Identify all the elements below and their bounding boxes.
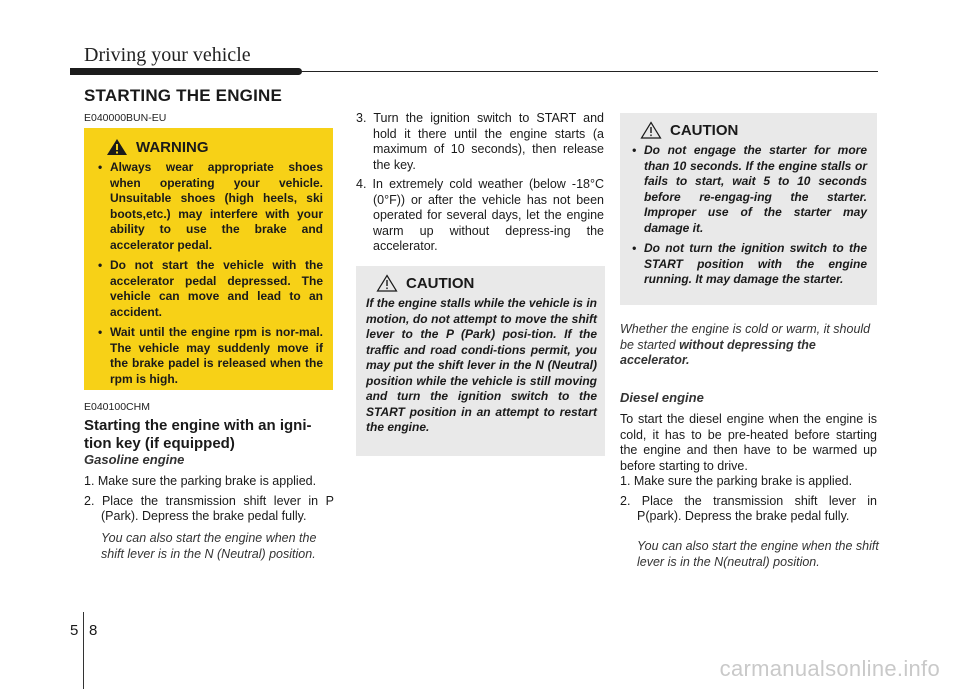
section-code: E040000BUN-EU (84, 112, 167, 124)
watermark: carmanualsonline.info (719, 656, 940, 681)
warning-item: • Always wear appropriate shoes when operating your vehicle. Unsuitable shoes (high heels, ski boots,etc.) may interfere with your ability to use the brake and accelerator pedal. (96, 160, 323, 253)
diesel-heading: Diesel engine (620, 390, 704, 405)
list-item: 2. Place the transmission shift lever in P (Park). Depress the brake pedal fully. (84, 493, 334, 523)
warning-item: • Do not start the vehicle with the accelerator pedal depressed. The vehicle can move and lead to an accident. (96, 258, 323, 320)
list-item: 4. In extremely cold weather (below -18°C (0°F)) or after the vehicle has not been operated for several days, let the engine warm up without depress-ing the accelerator. (356, 177, 604, 253)
caution-triangle-icon (376, 274, 398, 292)
gasoline-note: You can also start the engine when the shift lever is in the N (Neutral) position. (101, 531, 317, 561)
header-rule (300, 71, 878, 72)
subsection-code: E040100CHM (84, 401, 150, 413)
caution-item: • Do not engage the starter for more than 10 seconds. If the engine stalls or fails to start, wait 5 to 10 seconds before re-engag-ing the starter. Improper use of the starter may damage it. (630, 143, 867, 236)
cold-warm-emphasis: without depressing the accelerator. (620, 337, 816, 367)
list-item: 1. Make sure the parking brake is applied. (84, 474, 317, 488)
diesel-paragraph: To start the diesel engine when the engine is cold, it has to be pre-heated before starting the engine and then have to be warmed up before starting to drive. (620, 412, 877, 473)
caution-text: If the engine stalls while the vehicle is in motion, do not attempt to move the shift lever to the P (Park) posi-tion. If the traffic and road condi-tions permit, you may put the shift lever in the N (Neutral) position while the vehicle is still moving and turn the ignition switch to the START position in an attempt to restart the engine. (366, 296, 597, 434)
list-item: 3. Turn the ignition switch to START and hold it there until the engine starts (a maximum of 10 seconds), then release the key. (356, 111, 604, 172)
section-title: STARTING THE ENGINE (84, 86, 283, 105)
caution-title: CAUTION (670, 121, 739, 139)
subsection-title: Starting the engine with an igni-tion key (if equipped) (84, 417, 312, 452)
list-item: 2. Place the transmission shift lever in P(park). Depress the brake pedal fully. (620, 493, 877, 523)
warning-item: • Wait until the engine rpm is nor-mal. The vehicle may suddenly move if the brake padel is released when the rpm is high. (96, 325, 323, 387)
warning-triangle-icon (106, 138, 128, 156)
list-item: 1. Make sure the parking brake is applied. (620, 474, 853, 488)
caution-item: • Do not turn the ignition switch to the START position with the engine running. It may damage the starter. (630, 241, 867, 288)
header-bar (70, 68, 302, 75)
page-number-divider (83, 612, 84, 689)
running-header: Driving your vehicle (84, 44, 251, 66)
cold-warm-prefix: Whether the engine is cold or warm, it should be started (620, 322, 871, 352)
warning-box (84, 128, 333, 390)
cold-warm-note (620, 322, 877, 369)
diesel-note: You can also start the engine when the shift lever is in the N(neutral) position. (637, 539, 879, 569)
caution-title: CAUTION (406, 274, 475, 292)
caution-box-right (620, 113, 877, 305)
page-number: 8 (89, 622, 98, 639)
gasoline-heading: Gasoline engine (84, 452, 185, 467)
warning-title: WARNING (136, 138, 209, 156)
caution-box (356, 266, 605, 456)
caution-triangle-icon (640, 121, 662, 139)
chapter-number: 5 (70, 622, 79, 639)
